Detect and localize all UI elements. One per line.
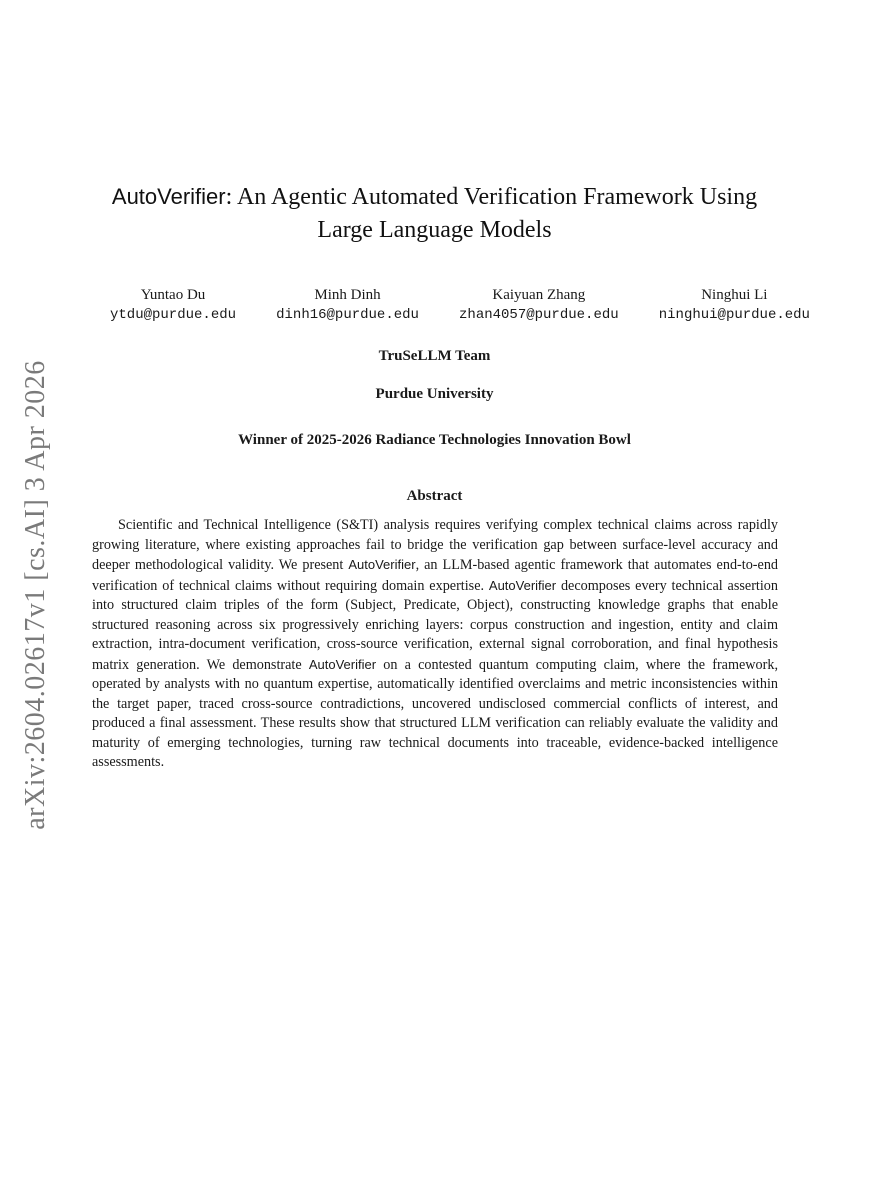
author-email: dinh16@purdue.edu: [276, 307, 419, 323]
author-email: ninghui@purdue.edu: [658, 307, 810, 323]
abstract-tool-name: AutoVerifier: [308, 656, 377, 672]
abstract-heading: Abstract: [406, 488, 463, 504]
author-block: [659, 285, 810, 325]
author-block: [459, 285, 619, 325]
author-name: Yuntao Du: [140, 287, 206, 303]
author-block: [110, 285, 236, 325]
title-line-2: Large Language Models: [317, 217, 552, 243]
author-email: zhan4057@purdue.edu: [459, 307, 619, 323]
abstract-paragraph: [92, 516, 778, 773]
title-line-1-rest: : An Agentic Automated Verification Framework Using: [225, 184, 758, 210]
abstract-text-3: decomposes every technical assertion into structured claim triples of the form (Subject, Predicate, Object), constructing knowledge graphs that enable structured reasoning across six progressively enriching layers: corpus construction and ingestion, entity and claim extraction, intra-document verification, cross-source verification, external signal corroboration, and final hypothesis matrix generation. We demonstrate: [92, 577, 778, 673]
university-name: Purdue University: [375, 386, 494, 402]
author-name: Minh Dinh: [314, 287, 381, 303]
author-list: [110, 285, 810, 325]
abstract-text-4: on a contested quantum computing claim, where the framework, operated by analysts with no quantum expertise, automatically identified overclaims and metric inconsistencies within the target paper, traced cross-source contradictions, uncovered undisclosed commercial conflicts of interest, and produced a final assessment. These results show that structured LLM verification can reliably evaluate the validity and maturity of emerging technologies, turning raw technical documents into traceable, evidence-backed intelligence assessments.: [92, 656, 779, 770]
author-block: [276, 285, 419, 325]
author-email: ytdu@purdue.edu: [110, 307, 237, 323]
title-tool-name: AutoVerifier: [111, 184, 226, 209]
author-name: Ninghui Li: [701, 287, 768, 303]
abstract-text-1: Scientific and Technical Intelligence (S&TI) analysis requires verifying complex technical claims across rapidly growing literature, where existing approaches fail to bridge the verification gap between surface-level accuracy and deeper methodological validity. We present: [92, 517, 778, 573]
author-name: Kaiyuan Zhang: [492, 287, 586, 303]
abstract-text-2: , an LLM-based agentic framework that automates end-to-end verification of technical claims without requiring domain expertise.: [92, 557, 779, 594]
paper-title: [0, 180, 869, 247]
award-line: Winner of 2025-2026 Radiance Technologies Innovation Bowl: [238, 432, 631, 448]
title-line-1: [0, 180, 869, 214]
abstract-tool-name: AutoVerifier: [348, 557, 416, 572]
arxiv-identifier-stamp: arXiv:2604.02617v1 [cs.AI] 3 Apr 2026: [20, 360, 51, 830]
abstract-tool-name: AutoVerifier: [488, 577, 557, 593]
team-name: TruSeLLM Team: [378, 348, 491, 364]
